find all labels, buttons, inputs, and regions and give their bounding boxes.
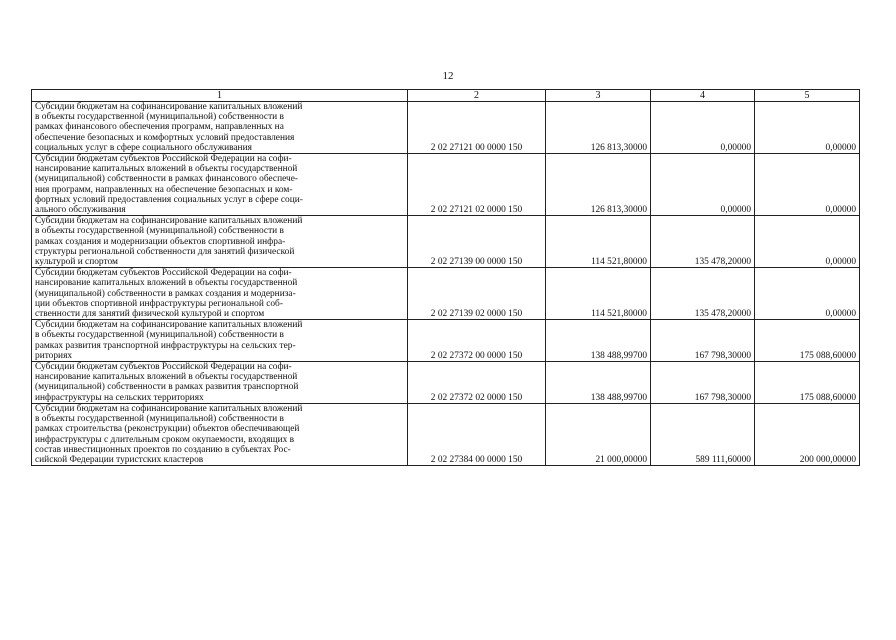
amount-col5-cell: 0,00000: [755, 216, 860, 268]
description-line: ции объектов спортивной инфраструктуры региональной соб-: [35, 298, 283, 309]
description-line: рамках финансового обеспечения программ, направленных на: [35, 122, 284, 133]
description-cell: [32, 268, 408, 320]
description-cell: [32, 154, 408, 216]
amount-col4-cell: 135 478,20000: [651, 216, 755, 268]
description-cell: [32, 362, 408, 404]
description-line: нансирование капитальных вложений в объекты государственной: [35, 164, 298, 175]
description-line: (муниципальной) собственности в рамках финансового обеспече-: [35, 174, 299, 185]
amount-col3-cell: 126 813,30000: [546, 154, 651, 216]
amount-col3-cell: 21 000,00000: [546, 403, 651, 465]
table-row: [32, 216, 860, 268]
table-row: [32, 320, 860, 362]
amount-col5-cell: 0,00000: [755, 268, 860, 320]
description-cell: [32, 102, 408, 154]
description-line: рамках развития транспортной инфраструктуры на сельских тер-: [35, 340, 296, 351]
description-line: культурой и спортом: [35, 257, 118, 268]
amount-col4-cell: 135 478,20000: [651, 268, 755, 320]
description-line: (муниципальной) собственности в рамках создания и модерниза-: [35, 288, 296, 299]
amount-col3-cell: 114 521,80000: [546, 216, 651, 268]
budget-code-cell: 2 02 27139 02 0000 150: [408, 268, 546, 320]
table-row: [32, 102, 860, 154]
table-row: [32, 403, 860, 465]
budget-code-cell: 2 02 27121 02 0000 150: [408, 154, 546, 216]
description-line: состав инвестиционных проектов по созданию в субъектах Рос-: [35, 444, 291, 455]
amount-col3-cell: 126 813,30000: [546, 102, 651, 154]
description-line: (муниципальной) собственности в рамках развития транспортной: [35, 382, 299, 393]
budget-table: [31, 89, 860, 466]
description-line: рамках строительства (реконструкции) объектов обеспечивающей: [35, 424, 300, 435]
amount-col4-cell: 167 798,30000: [651, 362, 755, 404]
column-header: 2: [408, 90, 546, 102]
amount-col5-cell: 200 000,00000: [755, 403, 860, 465]
description-line: Субсидии бюджетам субъектов Российской Федерации на софи-: [35, 362, 292, 373]
budget-code-cell: 2 02 27121 00 0000 150: [408, 102, 546, 154]
amount-col5-cell: 175 088,60000: [755, 320, 860, 362]
column-header: 3: [546, 90, 651, 102]
description-line: сийской Федерации туристских кластеров: [35, 454, 204, 465]
amount-col5-cell: 0,00000: [755, 154, 860, 216]
description-line: Субсидии бюджетам на софинансирование капитальных вложений: [35, 216, 303, 227]
description-line: Субсидии бюджетам на софинансирование капитальных вложений: [35, 320, 303, 331]
description-line: рамках создания и модернизации объектов спортивной инфра-: [35, 236, 286, 247]
description-line: ального обслуживания: [35, 205, 126, 216]
description-line: ния программ, направленных на обеспечение безопасных и ком-: [35, 184, 293, 195]
budget-code-cell: 2 02 27372 00 0000 150: [408, 320, 546, 362]
description-line: в объекты государственной (муниципальной) собственности в: [35, 112, 284, 123]
description-line: в объекты государственной (муниципальной) собственности в: [35, 226, 284, 237]
budget-code-cell: 2 02 27372 02 0000 150: [408, 362, 546, 404]
page-number: 12: [442, 70, 454, 82]
description-line: Субсидии бюджетам на софинансирование капитальных вложений: [35, 102, 303, 112]
amount-col5-cell: 175 088,60000: [755, 362, 860, 404]
amount-col4-cell: 0,00000: [651, 102, 755, 154]
budget-code-cell: 2 02 27139 00 0000 150: [408, 216, 546, 268]
description-line: инфраструктуры с длительным сроком окупаемости, входящих в: [35, 434, 295, 445]
column-header: 5: [755, 90, 860, 102]
description-line: в объекты государственной (муниципальной) собственности в: [35, 330, 284, 341]
description-line: в объекты государственной (муниципальной) собственности в: [35, 414, 284, 425]
table-row: [32, 362, 860, 404]
amount-col5-cell: 0,00000: [755, 102, 860, 154]
description-cell: [32, 320, 408, 362]
description-line: Субсидии бюджетам на софинансирование капитальных вложений: [35, 403, 303, 414]
description-line: структуры региональной собственности для занятий физической: [35, 246, 295, 257]
amount-col4-cell: 0,00000: [651, 154, 755, 216]
description-line: нансирование капитальных вложений в объекты государственной: [35, 372, 298, 383]
amount-col4-cell: 589 111,60000: [651, 403, 755, 465]
description-line: Субсидии бюджетам субъектов Российской Федерации на софи-: [35, 154, 292, 165]
description-line: Субсидии бюджетам субъектов Российской Федерации на софи-: [35, 268, 292, 279]
description-cell: [32, 403, 408, 465]
budget-code-cell: 2 02 27384 00 0000 150: [408, 403, 546, 465]
amount-col4-cell: 167 798,30000: [651, 320, 755, 362]
amount-col3-cell: 114 521,80000: [546, 268, 651, 320]
description-line: ственности для занятий физической культурой и спортом: [35, 309, 265, 320]
column-header: 1: [32, 90, 408, 102]
description-cell: [32, 216, 408, 268]
table-row: [32, 268, 860, 320]
description-line: риториях: [35, 350, 73, 361]
column-header: 4: [651, 90, 755, 102]
description-line: обеспечение безопасных и комфортных условий предоставления: [35, 132, 295, 143]
table-row: [32, 154, 860, 216]
description-line: инфраструктуры на сельских территориях: [35, 392, 204, 403]
description-line: фортных условий предоставления социальных услуг в сфере соци-: [35, 194, 303, 205]
description-line: социальных услуг в сфере социального обслуживания: [35, 142, 252, 153]
amount-col3-cell: 138 488,99700: [546, 362, 651, 404]
amount-col3-cell: 138 488,99700: [546, 320, 651, 362]
description-line: нансирование капитальных вложений в объекты государственной: [35, 278, 298, 289]
table-header-row: [32, 90, 860, 102]
